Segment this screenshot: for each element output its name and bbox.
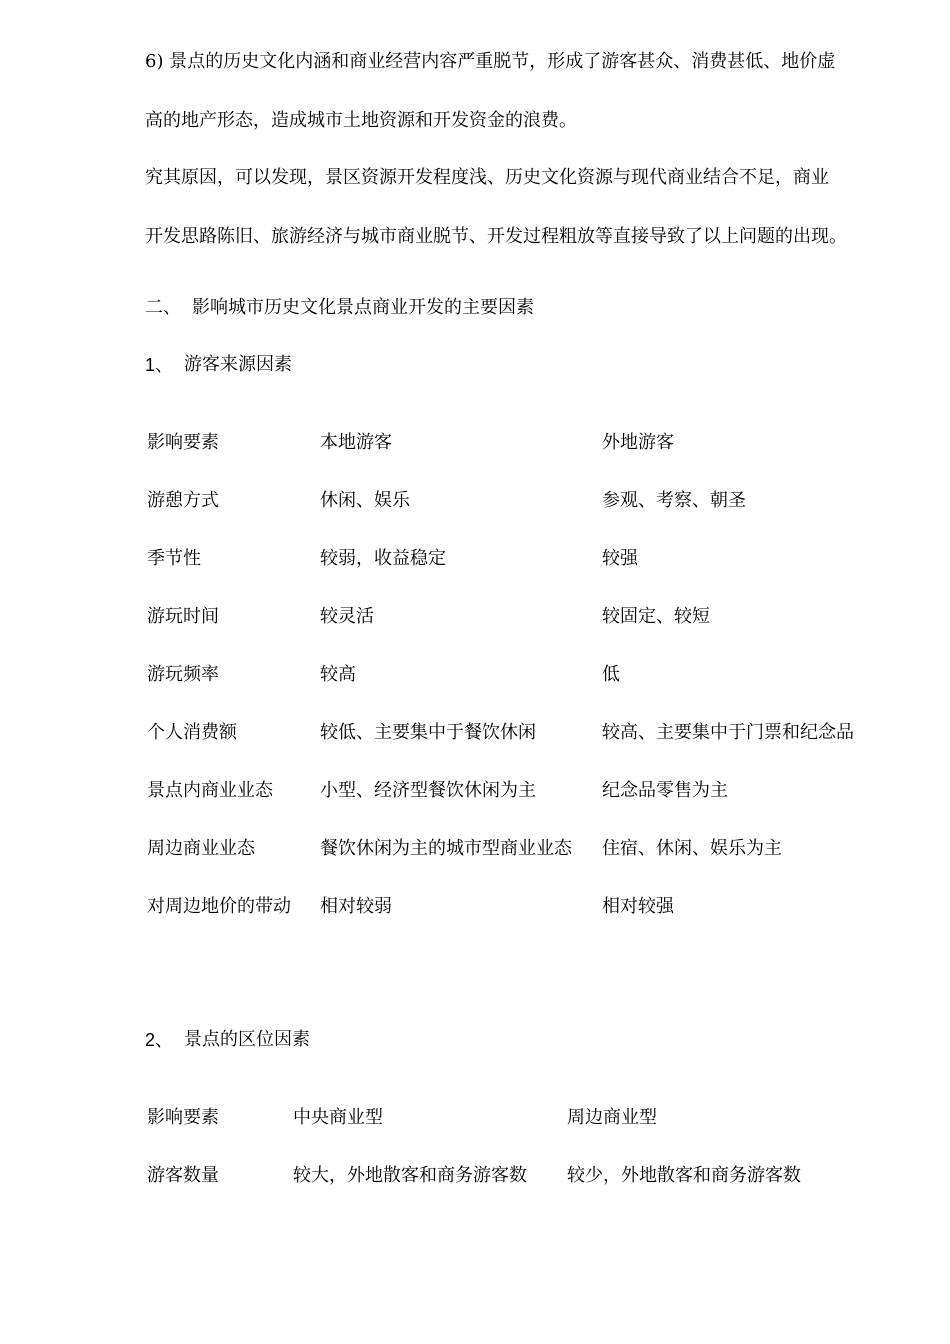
table-cell: 较大，外地散客和商务游客数 — [293, 1165, 527, 1186]
paragraph-line: 究其原因，可以发现，景区资源开发程度浅、历史文化资源与现代商业结合不足，商业 — [145, 167, 829, 188]
table-header-cell: 影响要素 — [147, 432, 219, 453]
table-cell: 较高、主要集中于门票和纪念品 — [602, 722, 854, 743]
table-header-cell: 外地游客 — [602, 432, 674, 453]
table-cell: 对周边地价的带动 — [147, 896, 291, 917]
paragraph-line: 开发思路陈旧、旅游经济与城市商业脱节、开发过程粗放等直接导致了以上问题的出现。 — [145, 226, 847, 247]
table-cell: 游玩时间 — [147, 606, 219, 627]
table-cell: 景点内商业业态 — [147, 780, 273, 801]
table-cell: 相对较弱 — [320, 896, 392, 917]
section-title: 影响城市历史文化景点商业开发的主要因素 — [192, 297, 534, 318]
subsection-title: 景点的区位因素 — [184, 1029, 310, 1050]
table-cell: 周边商业业态 — [147, 838, 255, 859]
paragraph-line: 6) 景点的历史文化内涵和商业经营内容严重脱节，形成了游客甚众、消费甚低、地价虚 — [145, 51, 836, 72]
table-header-cell: 影响要素 — [147, 1107, 219, 1128]
table-cell: 游客数量 — [147, 1165, 219, 1186]
table-header-cell: 本地游客 — [320, 432, 392, 453]
table-cell: 参观、考察、朝圣 — [602, 490, 746, 511]
table-cell: 较低、主要集中于餐饮休闲 — [320, 722, 536, 743]
table-cell: 低 — [602, 664, 620, 685]
table-cell: 较少，外地散客和商务游客数 — [567, 1165, 801, 1186]
table-cell: 餐饮休闲为主的城市型商业业态 — [320, 838, 572, 859]
table-cell: 纪念品零售为主 — [602, 780, 728, 801]
table-cell: 个人消费额 — [147, 722, 237, 743]
table-cell: 较强 — [602, 548, 638, 569]
table-cell: 游玩频率 — [147, 664, 219, 685]
table-cell: 相对较强 — [602, 896, 674, 917]
table-cell: 较固定、较短 — [602, 606, 710, 627]
subsection-number: 1、 — [145, 355, 174, 375]
table-cell: 较弱，收益稳定 — [320, 548, 446, 569]
table-cell: 较灵活 — [320, 606, 374, 627]
section-number: 二、 — [145, 297, 181, 318]
table-cell: 季节性 — [147, 548, 201, 569]
table-cell: 游憩方式 — [147, 490, 219, 511]
subsection-title: 游客来源因素 — [184, 354, 292, 375]
table-header-cell: 中央商业型 — [293, 1107, 383, 1128]
table-cell: 小型、经济型餐饮休闲为主 — [320, 780, 536, 801]
table-cell: 较高 — [320, 664, 356, 685]
table-cell: 住宿、休闲、娱乐为主 — [602, 838, 782, 859]
paragraph-line: 高的地产形态，造成城市土地资源和开发资金的浪费。 — [145, 110, 577, 131]
table-cell: 休闲、娱乐 — [320, 490, 410, 511]
subsection-number: 2、 — [145, 1030, 174, 1050]
table-header-cell: 周边商业型 — [567, 1107, 657, 1128]
